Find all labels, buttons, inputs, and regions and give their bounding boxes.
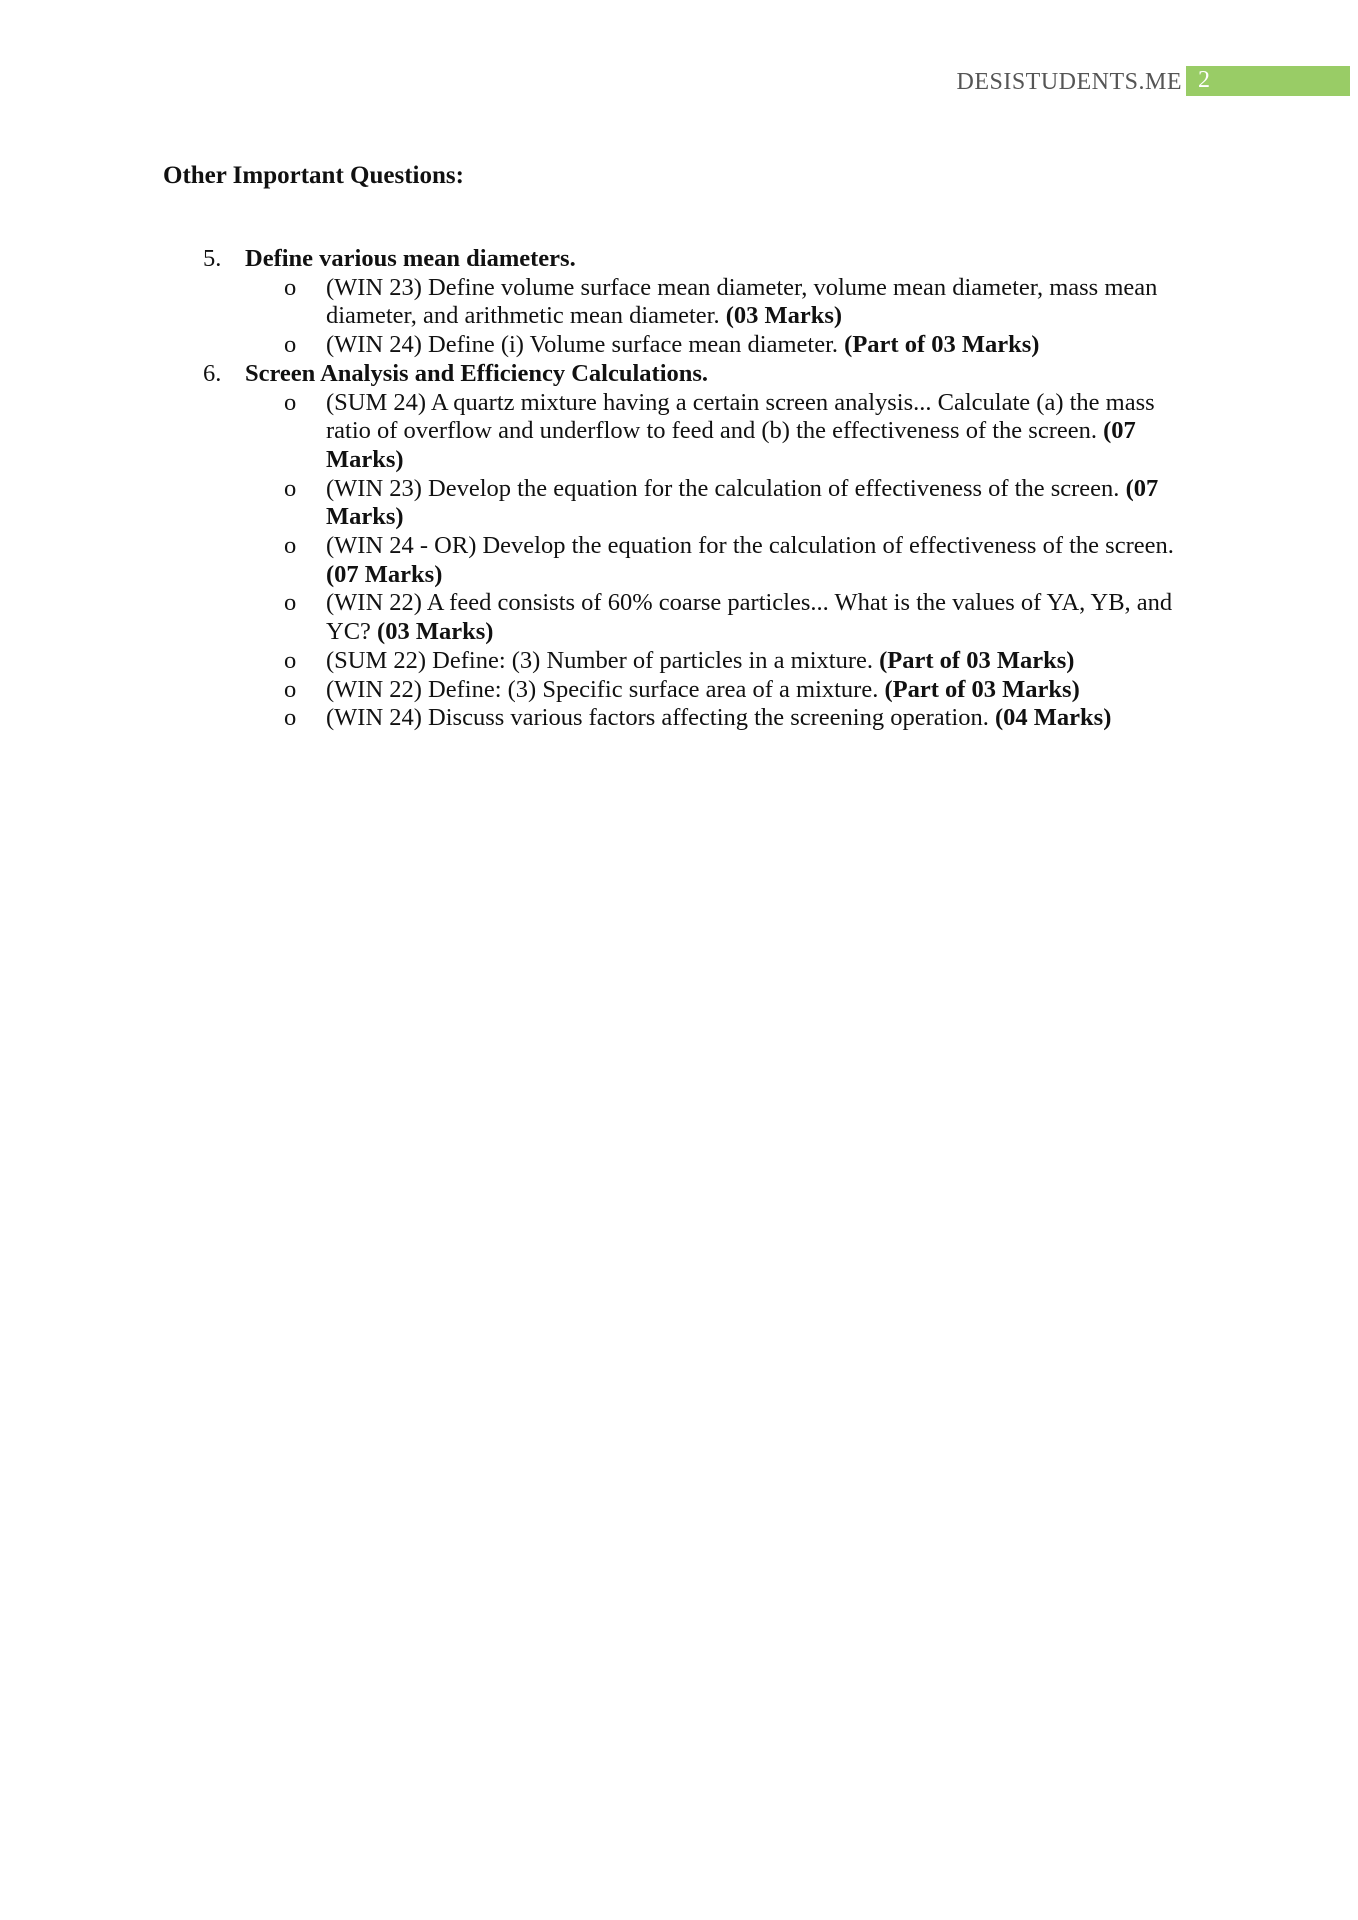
item-text: (WIN 24) Define (i) Volume surface mean diameter. [326,331,839,359]
item-text: (WIN 22) A feed consists of 60% coarse particles... What is the values of YA, YB, and YC? [326,589,1173,646]
section-title: Other Important Questions: [163,162,464,189]
question-5 [0,245,1358,274]
list-item [284,474,1176,532]
item-marks: (04 Marks) [995,704,1112,732]
question-6 [0,360,1358,389]
question-list [0,245,1358,733]
item-text: (WIN 24) Discuss various factors affecting the screening operation. [326,704,989,732]
page-number-box [1186,66,1350,96]
list-item [284,532,1176,589]
item-text: (WIN 24 - OR) Develop the equation for the calculation of effectiveness of the screen. [326,532,1174,560]
item-marks: (03 Marks) [725,302,843,330]
question-title: Define various mean diameters. [245,245,576,272]
bullet-marker: o [284,331,297,359]
page-header [0,66,1358,98]
bullet-marker: o [284,704,297,732]
item-marks: (Part of 03 Marks) [884,675,1080,703]
bullet-marker: o [284,532,297,560]
item-text: (WIN 23) Define volume surface mean diameter, volume mean diameter, mass mean diameter, and arithmetic mean diameter. [326,273,1158,330]
list-item [284,675,1176,705]
list-item [284,273,1176,331]
list-item [284,646,1176,676]
item-marks: (03 Marks) [377,618,494,646]
item-marks: (07 Marks) [326,560,443,588]
item-text: (WIN 23) Develop the equation for the calculation of effectiveness of the screen. [326,474,1120,502]
item-text: (SUM 22) Define: (3) Number of particles in a mixture. [326,646,874,674]
site-name: DESISTUDENTS.ME [956,69,1182,95]
list-item [284,331,1176,360]
list-item [284,589,1176,646]
list-item [284,388,1176,475]
bullet-marker: o [284,589,297,617]
list-item [284,704,1176,733]
page-number: 2 [1198,67,1210,93]
bullet-marker: o [284,388,297,416]
question-number: 6. [203,359,222,387]
item-marks: (07 Marks) [326,474,1159,531]
item-text: (SUM 24) A quartz mixture having a certain screen analysis... Calculate (a) the mass ratio of overflow and underflow to feed and (b) the effectiveness of the screen. [326,388,1155,445]
item-text: (WIN 22) Define: (3) Specific surface area of a mixture. [326,675,879,703]
bullet-marker: o [284,675,297,703]
bullet-marker: o [284,273,297,301]
item-marks: (Part of 03 Marks) [879,646,1075,674]
bullet-marker: o [284,474,297,502]
item-marks: (Part of 03 Marks) [844,331,1040,359]
bullet-marker: o [284,646,297,674]
question-title: Screen Analysis and Efficiency Calculations. [245,359,709,387]
item-marks: (07 Marks) [326,417,1136,473]
question-number: 5. [203,245,222,272]
